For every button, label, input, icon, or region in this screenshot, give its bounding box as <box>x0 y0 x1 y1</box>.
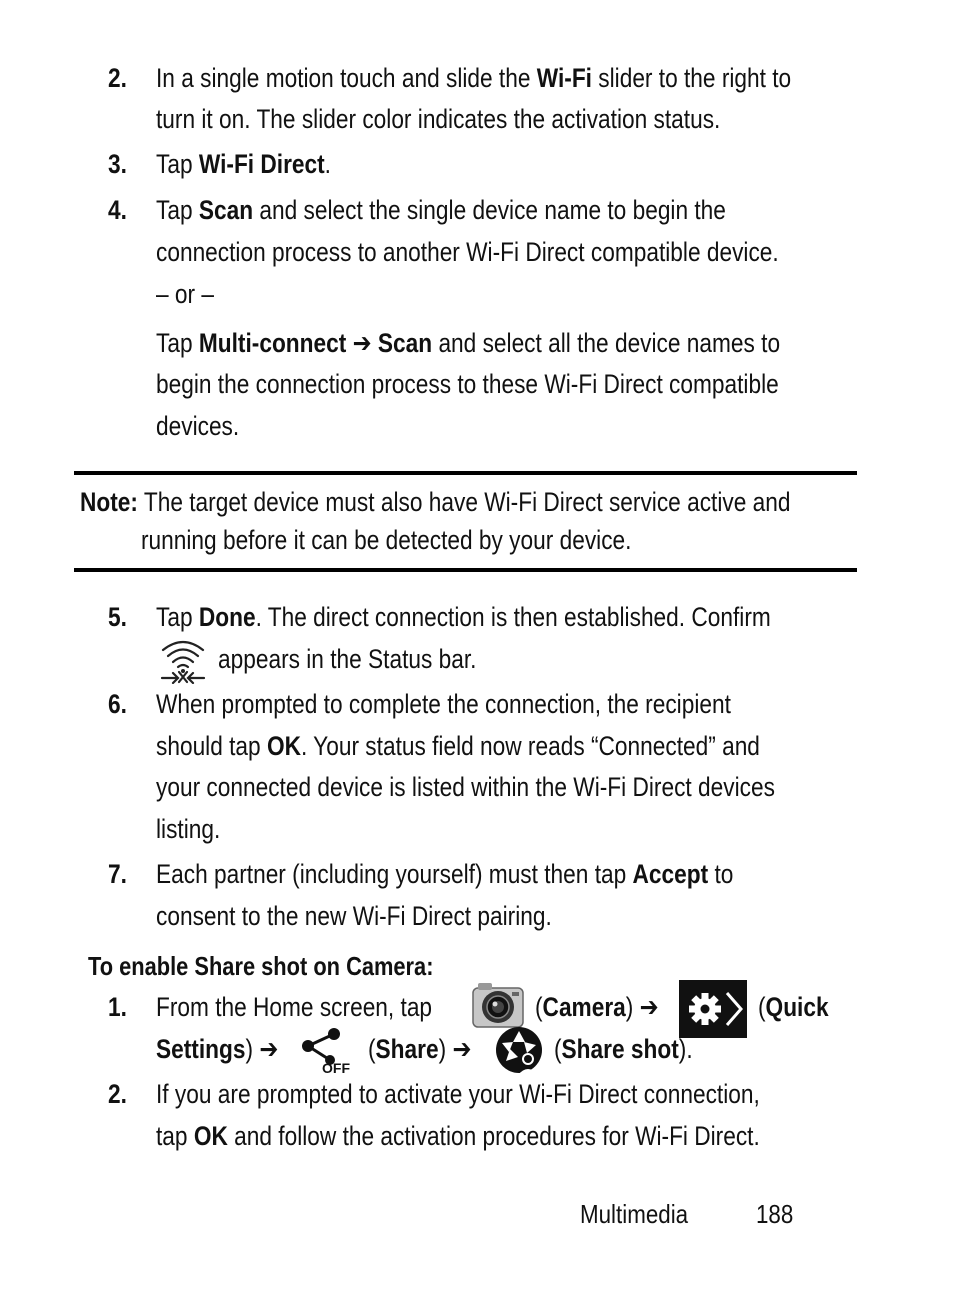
share-off-label: OFF <box>322 1060 350 1074</box>
step-number: 6. <box>108 689 127 719</box>
share-term: Share <box>375 1034 439 1064</box>
step-6-line-2 <box>156 730 760 762</box>
text: In a single motion touch and slide the <box>156 63 537 93</box>
step-4-line-4 <box>156 327 780 359</box>
quick-settings-label-a <box>758 991 829 1023</box>
note-line-1 <box>80 486 790 518</box>
wifi-direct-term: Wi-Fi Direct <box>198 149 325 179</box>
text: ( <box>758 992 766 1022</box>
text: and follow the activation procedures for Wi-Fi Direct. <box>227 1121 760 1151</box>
step-4-line-2: connection process to another Wi-Fi Direct compatible device. <box>156 237 779 267</box>
step-number: 3. <box>108 149 127 179</box>
note-label: Note: <box>80 487 138 517</box>
page-number: 188 <box>756 1199 794 1229</box>
step-6-line-1: When prompted to complete the connection, the recipient <box>156 689 731 719</box>
text: ( <box>368 1034 376 1064</box>
text: Tap <box>156 149 199 179</box>
step-number: 4. <box>108 195 127 225</box>
share-label <box>368 1033 471 1065</box>
text: slider to the right to <box>591 63 792 93</box>
camera-icon <box>472 982 524 1028</box>
arrow: ➔ <box>346 328 378 358</box>
step-5-line-1 <box>156 601 771 633</box>
share-step-1-text: From the Home screen, tap <box>156 992 433 1022</box>
scan-term: Scan <box>377 328 433 358</box>
text: Tap <box>156 195 199 225</box>
ok-term: OK <box>266 731 301 761</box>
step-number: 5. <box>108 602 127 632</box>
footer-section: Multimedia <box>580 1199 689 1229</box>
multi-connect-term: Multi-connect <box>198 328 347 358</box>
share-shot-icon <box>494 1025 544 1075</box>
share-shot-term: Share shot <box>561 1034 679 1064</box>
quick-settings-label-b <box>156 1033 278 1065</box>
text: ( <box>535 992 543 1022</box>
share-icon <box>300 1026 356 1074</box>
camera-label <box>535 991 659 1023</box>
share-step-2-line-2 <box>156 1120 760 1152</box>
step-7-line-1 <box>156 858 733 890</box>
text: ). <box>678 1034 693 1064</box>
text: should tap <box>156 731 267 761</box>
text: to <box>708 859 734 889</box>
step-4-line-6: devices. <box>156 411 240 441</box>
step-4-or: – or – <box>156 279 214 309</box>
text: and select all the device names to <box>432 328 781 358</box>
step-4-line-5: begin the connection process to these Wi-Fi Direct compatible <box>156 369 779 399</box>
note-bottom-rule <box>74 568 857 572</box>
text: and select the single device name to begin the <box>253 195 726 225</box>
step-4-line-1 <box>156 194 726 226</box>
quick-term: Quick <box>765 992 829 1022</box>
note-line-2: running before it can be detected by your device. <box>141 525 632 555</box>
step-3-line <box>156 148 331 180</box>
wifi-term: Wi-Fi <box>536 63 592 93</box>
camera-term: Camera <box>542 992 626 1022</box>
text: Each partner (including yourself) must then tap <box>156 859 633 889</box>
text: . <box>324 149 331 179</box>
text: . The direct connection is then established. Confirm <box>255 602 771 632</box>
step-number: 7. <box>108 859 127 889</box>
text: ( <box>554 1034 562 1064</box>
note-top-rule <box>74 471 857 475</box>
text: ) ➔ <box>625 992 659 1022</box>
step-number: 1. <box>108 992 127 1022</box>
text: The target device must also have Wi-Fi Direct service active and <box>137 487 791 517</box>
text: . Your status field now reads “Connected” and <box>300 731 760 761</box>
step-2-line-2: turn it on. The slider color indicates the activation status. <box>156 104 721 134</box>
text: Tap <box>156 328 199 358</box>
step-number: 2. <box>108 1079 127 1109</box>
wifi-direct-status-icon <box>158 634 208 684</box>
section-heading: To enable Share shot on Camera: <box>88 951 434 981</box>
step-5-line-2: appears in the Status bar. <box>218 644 477 674</box>
scan-term: Scan <box>198 195 254 225</box>
ok-term: OK <box>193 1121 228 1151</box>
settings-term: Settings <box>156 1034 246 1064</box>
step-7-line-2: consent to the new Wi-Fi Direct pairing. <box>156 901 552 931</box>
quick-settings-icon <box>679 980 747 1038</box>
text: tap <box>156 1121 194 1151</box>
text: ) ➔ <box>245 1034 279 1064</box>
step-number: 2. <box>108 63 127 93</box>
share-step-2-line-1: If you are prompted to activate your Wi-Fi Direct connection, <box>156 1079 760 1109</box>
step-6-line-4: listing. <box>156 814 221 844</box>
step-6-line-3: your connected device is listed within the Wi-Fi Direct devices <box>156 772 775 802</box>
done-term: Done <box>198 602 256 632</box>
share-shot-label <box>554 1033 693 1065</box>
text: Tap <box>156 602 199 632</box>
step-2-line-1 <box>156 62 791 94</box>
accept-term: Accept <box>632 859 709 889</box>
text: ) ➔ <box>438 1034 472 1064</box>
